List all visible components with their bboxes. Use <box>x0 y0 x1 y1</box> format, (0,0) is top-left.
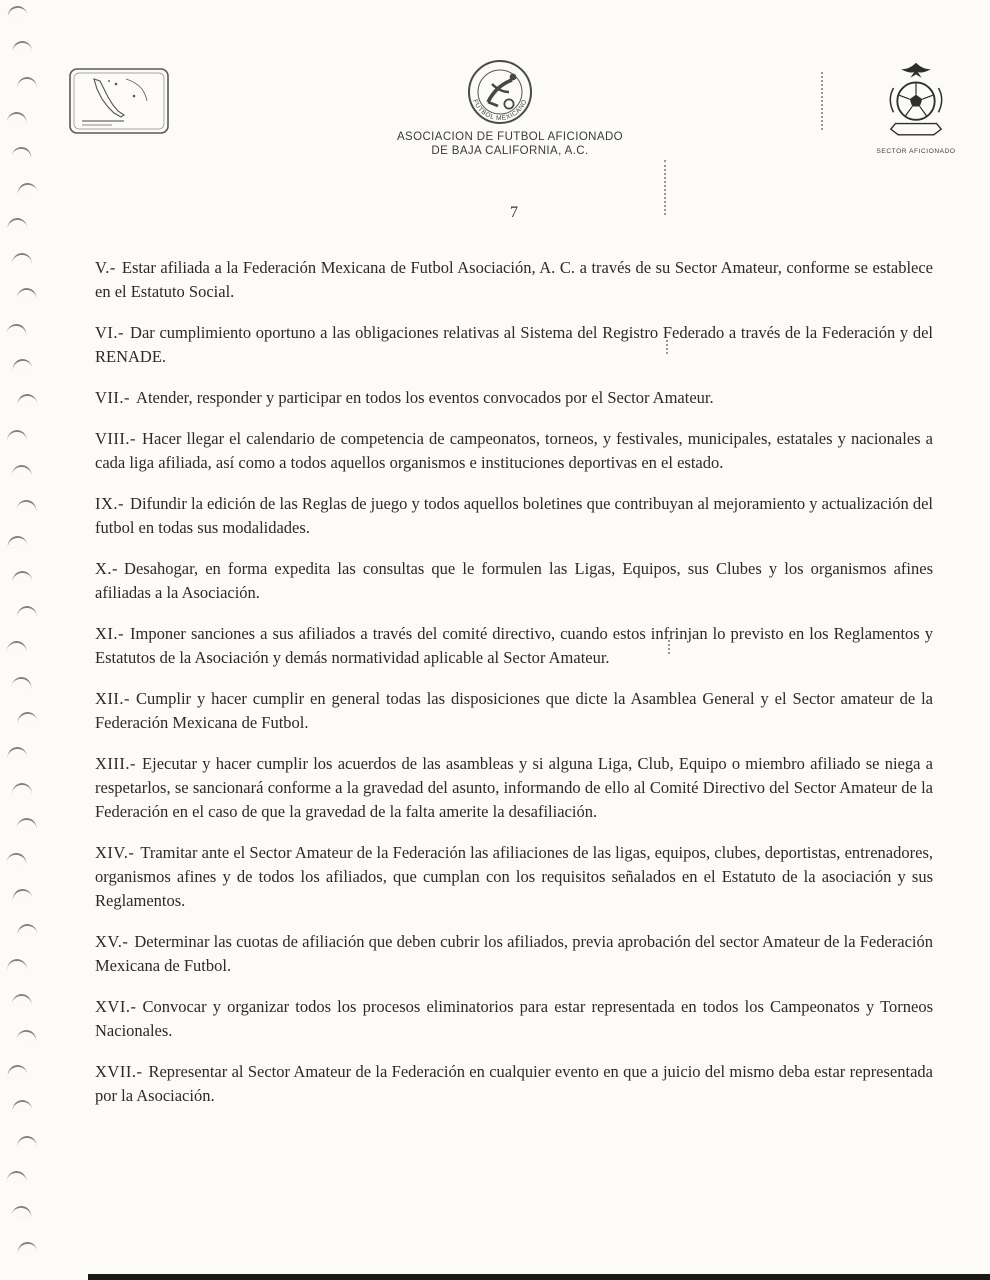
binding-mark <box>17 606 37 617</box>
binding-mark <box>17 817 38 829</box>
statute-clause <box>95 687 933 735</box>
binding-mark <box>6 1064 27 1078</box>
clause-numeral: VI.- <box>95 323 125 342</box>
clause-numeral: XII.- <box>95 689 131 708</box>
clause-numeral: XIII.- <box>95 754 137 773</box>
clause-numeral: XVI.- <box>95 997 137 1016</box>
binding-mark <box>7 1170 28 1182</box>
binding-mark <box>7 430 27 441</box>
clause-text: Hacer llegar el calendario de competencia de campeonatos, torneos, y festivales, municipales, estatales y nacionales a cada liga afiliada, así como a todos aquellos organismos e instituciones deportivas en el estado. <box>95 429 933 472</box>
binding-mark <box>12 570 33 582</box>
statute-clause <box>95 752 933 824</box>
binding-mark <box>17 1136 37 1147</box>
binding-mark <box>12 464 33 476</box>
scan-artifact-marks <box>0 0 52 1280</box>
binding-mark <box>11 675 32 689</box>
binding-mark <box>6 534 27 548</box>
statute-clause <box>95 321 933 369</box>
binding-mark <box>11 887 32 901</box>
binding-mark <box>17 394 38 406</box>
clause-numeral: IX.- <box>95 494 125 513</box>
binding-mark <box>16 1240 37 1254</box>
clause-text: Tramitar ante el Sector Amateur de la Federación las afiliaciones de las ligas, equipos, clubes, deportistas, entrenadores, organismos afines y de todos los afiliados, que cumplan con los requisitos señalados en el Estatuto de la asociación y sus Reglamentos. <box>95 843 933 910</box>
binding-mark <box>16 499 37 513</box>
clause-text: Dar cumplimiento oportuno a las obligaciones relativas al Sistema del Registro Federado a través de la Federación y del RENADE. <box>95 323 933 366</box>
statute-clause <box>95 622 933 670</box>
binding-mark <box>17 923 38 935</box>
statute-clause <box>95 995 933 1043</box>
binding-mark <box>12 994 33 1006</box>
binding-mark <box>12 783 32 794</box>
clause-text: Difundir la edición de las Reglas de juego y todos aquellos boletines que contribuyan al mejoramiento y actualización del futbol en todas sus modalidades. <box>95 494 933 537</box>
binding-mark <box>11 1205 32 1219</box>
clause-text: Atender, responder y participar en todos los eventos convocados por el Sector Amateur. <box>136 388 714 407</box>
statute-clause <box>95 1060 933 1108</box>
binding-mark <box>11 358 32 372</box>
document-body <box>95 204 933 1125</box>
clause-numeral: V.- <box>95 258 116 277</box>
binding-mark <box>7 217 28 229</box>
binding-mark <box>7 747 28 759</box>
org-name-line1: ASOCIACION DE FUTBOL AFICIONADO <box>396 131 624 143</box>
statute-clause <box>95 492 933 540</box>
clause-numeral: XVII.- <box>95 1062 143 1081</box>
clause-numeral: X.- <box>95 559 119 578</box>
clause-numeral: VIII.- <box>95 429 137 448</box>
org-name-line2: DE BAJA CALIFORNIA, A.C. <box>431 145 589 157</box>
binding-mark <box>6 852 27 866</box>
binding-mark <box>12 1100 33 1112</box>
emblem-ring-text: FUTBOL MEXICANO <box>471 98 529 123</box>
federation-crest <box>876 60 956 155</box>
clause-numeral: XI.- <box>95 624 125 643</box>
futbol-mexicano-emblem-icon <box>460 54 540 136</box>
clause-text: Determinar las cuotas de afiliación que deben cubrir los afiliados, previa aprobación del sector Amateur de la Federación Mexicana de Futbol. <box>95 932 933 975</box>
binding-mark <box>12 253 32 264</box>
clause-text: Estar afiliada a la Federación Mexicana de Futbol Asociación, A. C. a través de su Sector Amateur, conforme se establece en el Estatuto Social. <box>95 258 933 301</box>
binding-mark <box>6 322 27 336</box>
clause-numeral: XV.- <box>95 932 129 951</box>
org-name <box>320 130 700 158</box>
scan-bottom-edge <box>88 1274 990 1280</box>
page-header <box>0 0 990 180</box>
statute-clause <box>95 557 933 605</box>
clause-text: Imponer sanciones a sus afiliados a través del comité directivo, cuando estos infrinjan lo previsto en los Reglamentos y Estatutos de la Asociación y demás normatividad aplicable al Sector Amateur. <box>95 624 933 667</box>
statute-clause <box>95 386 933 410</box>
crest-caption: SECTOR AFICIONADO <box>876 148 956 155</box>
binding-mark <box>16 1028 37 1042</box>
clause-numeral: XIV.- <box>95 843 135 862</box>
statute-clause <box>95 256 933 304</box>
binding-mark <box>7 959 27 970</box>
statute-clause <box>95 427 933 475</box>
clause-text: Desahogar, en forma expedita las consultas que le formulen las Ligas, Equipos, sus Clubes y los organismos afines afiliadas a la Asociación. <box>95 559 933 602</box>
clause-text: Cumplir y hacer cumplir en general todas las disposiciones que dicte la Asamblea General y el Sector amateur de la Federación Mexicana de Futbol. <box>95 689 933 732</box>
clause-numeral: VII.- <box>95 388 131 407</box>
federation-crest-icon <box>879 60 953 146</box>
binding-mark <box>16 711 37 725</box>
binding-mark <box>7 641 28 653</box>
baja-california-map-stamp-icon <box>68 66 170 136</box>
binding-mark <box>17 288 38 300</box>
clause-text: Ejecutar y hacer cumplir los acuerdos de las asambleas y si alguna Liga, Club, Equipo o miembro afiliado se niega a respetarlos, se sancionará conforme a la gravedad del asunto, informando de ello al Comité Directivo del Sector Amateur de la Federación en el caso de que la gravedad de la falta amerite la desafiliación. <box>95 754 933 821</box>
statute-clause <box>95 841 933 913</box>
binding-mark <box>16 181 37 195</box>
page-number: 7 <box>510 204 518 221</box>
clause-text: Representar al Sector Amateur de la Federación en cualquier evento en que a juicio del mismo deba estar representada por la Asociación. <box>95 1062 933 1105</box>
statute-clause <box>95 930 933 978</box>
clause-text: Convocar y organizar todos los procesos eliminatorios para estar representada en todos los Campeonatos y Torneos Nacionales. <box>95 997 933 1040</box>
